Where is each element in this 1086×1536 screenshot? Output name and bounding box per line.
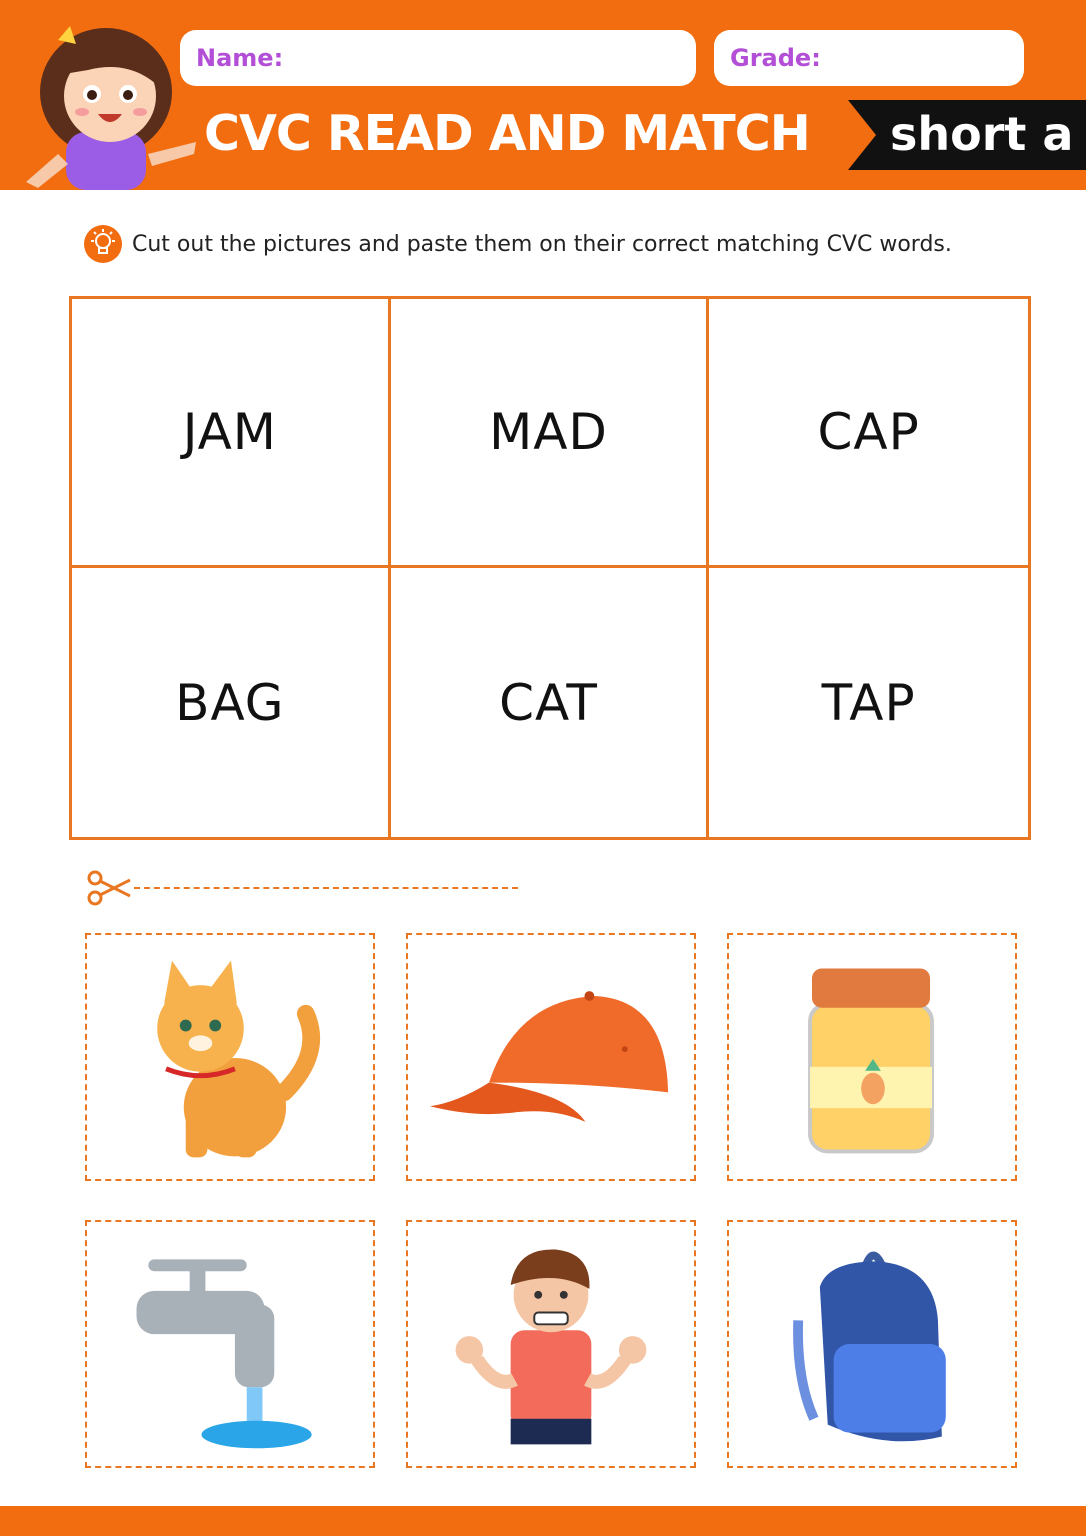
word-cell-bag[interactable] bbox=[72, 568, 391, 837]
picture-card-jam[interactable] bbox=[727, 933, 1017, 1181]
girl-mascot-icon bbox=[18, 14, 203, 190]
picture-card-cap[interactable] bbox=[406, 933, 696, 1181]
word-cell-cap[interactable] bbox=[709, 299, 1028, 568]
scissors-icon bbox=[86, 870, 132, 906]
cap-icon bbox=[408, 935, 694, 1179]
worksheet-title: CVC READ AND MATCH bbox=[204, 105, 810, 162]
bottom-bar bbox=[0, 1506, 1086, 1536]
short-a-tag: short a bbox=[890, 107, 1074, 161]
cat-icon bbox=[87, 935, 373, 1179]
word-label: CAT bbox=[499, 673, 598, 732]
grade-field[interactable] bbox=[714, 30, 1024, 86]
word-label: CAP bbox=[817, 403, 920, 461]
word-grid bbox=[69, 296, 1031, 840]
picture-card-tap[interactable] bbox=[85, 1220, 375, 1468]
word-cell-cat[interactable] bbox=[391, 568, 710, 837]
picture-card-mad[interactable] bbox=[406, 1220, 696, 1468]
picture-card-cat[interactable] bbox=[85, 933, 375, 1181]
word-label: TAP bbox=[821, 673, 916, 732]
cut-line bbox=[134, 887, 518, 889]
word-cell-tap[interactable] bbox=[709, 568, 1028, 837]
word-label: BAG bbox=[175, 673, 285, 732]
bag-icon bbox=[729, 1222, 1015, 1466]
instruction-row bbox=[84, 224, 952, 264]
header-banner bbox=[0, 0, 1086, 190]
name-field[interactable] bbox=[180, 30, 696, 86]
word-cell-mad[interactable] bbox=[391, 299, 710, 568]
mad-boy-icon bbox=[408, 1222, 694, 1466]
name-label: Name: bbox=[196, 44, 284, 72]
word-label: MAD bbox=[489, 403, 608, 461]
lightbulb-icon bbox=[84, 225, 122, 263]
tap-icon bbox=[87, 1222, 373, 1466]
word-label: JAM bbox=[182, 403, 277, 461]
word-cell-jam[interactable] bbox=[72, 299, 391, 568]
jam-jar-icon bbox=[729, 935, 1015, 1179]
instruction-text: Cut out the pictures and paste them on their correct matching CVC words. bbox=[132, 231, 952, 257]
picture-card-bag[interactable] bbox=[727, 1220, 1017, 1468]
grade-label: Grade: bbox=[730, 44, 821, 72]
